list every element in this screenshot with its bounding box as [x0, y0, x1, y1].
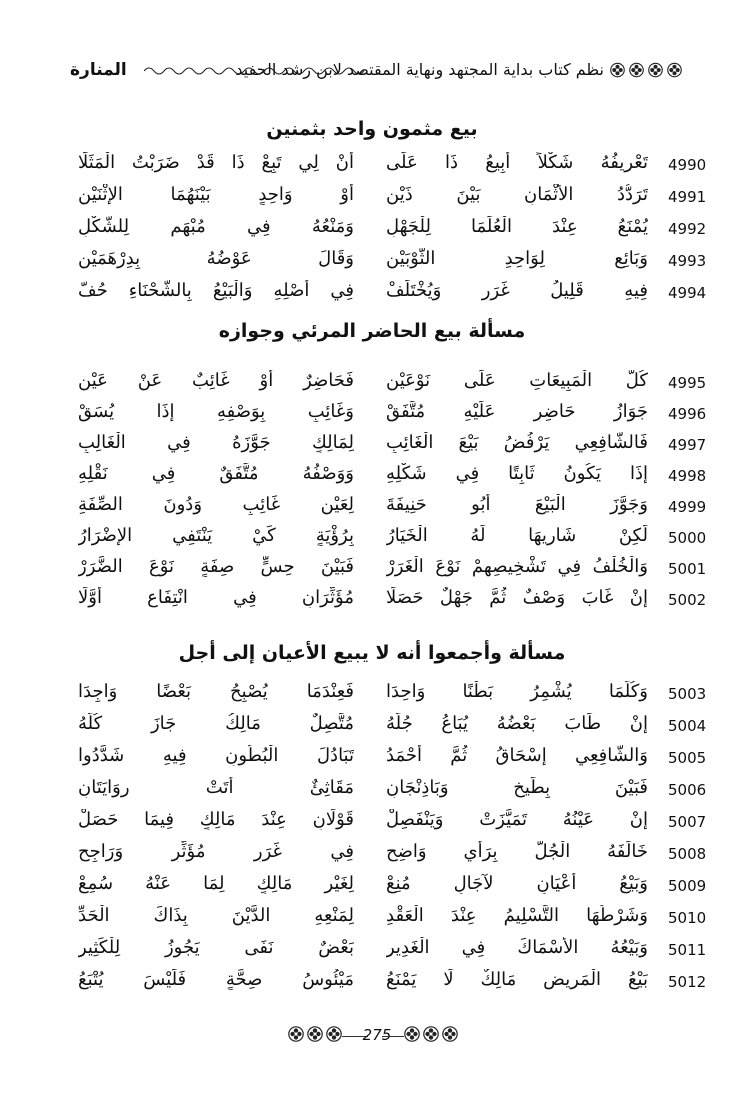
verse-number: 4993 [668, 252, 707, 270]
verse-second-hemistich: فِي غَرَرٍ مُؤَثِّرٍ وَرَاجِحِ [78, 841, 354, 862]
verse-row [0, 461, 744, 493]
verse-number: 5008 [668, 845, 707, 863]
page-header [70, 58, 682, 88]
verse-first-hemistich: خَالَفَهُ الْجُلُّ بِرَأْيٍ وَاضِحِ [386, 841, 648, 862]
page-footer [0, 1022, 744, 1052]
verse-second-hemistich: مُتَّصِلٌ مَالِكُ جَازَ كُلُّهُ [78, 713, 354, 734]
section-heading: بيع مثمون واحد بثمنين [266, 118, 478, 140]
verse-second-hemistich: وَمَنْعُهُ فِي مُبْهَمٍ لِلشَّكْلِ [78, 216, 354, 237]
verse-second-hemistich: لِمَالِكٍ جَوَّزَهُ فِي الْغَالِبِ [78, 432, 354, 453]
footer-rule-right [382, 1036, 404, 1037]
verse-number: 4992 [668, 220, 707, 238]
verse-number: 5005 [668, 749, 707, 767]
verse-first-hemistich: يُمْنَعُ عِنْدَ الْعُلَمَا لِلْجَهْلِ [386, 216, 648, 237]
verse-first-hemistich: وَالْخُلْفُ فِي تَشْخِيصِهِمْ نَوْعَ الْغَرَرْ [386, 556, 648, 577]
verse-first-hemistich: فَبَيْنَ بِطِّيخٍ وَبَاذِنْجَانِ [386, 777, 648, 798]
verse-row [0, 182, 744, 214]
verse-row [0, 679, 744, 711]
verse-first-hemistich: إِنْ غَابَ وَصْفٌ ثُمَّ جَهْلٌ حَصَلَا [386, 587, 648, 608]
verse-first-hemistich: فِيهِ قَلِيلُ غَرَرٍ وَيُخْتَلَفْ [386, 280, 648, 301]
verse-second-hemistich: وَوَصْفُهُ مُتَّفَقٌ فِي نَقْلِهِ [78, 463, 354, 484]
flower-ornament-icon [610, 62, 625, 78]
verse-row [0, 807, 744, 839]
verse-first-hemistich: فَالشَّافِعِي يَرْفُضُ بَيْعَ الْغَائِبِ [386, 432, 648, 453]
verse-second-hemistich: فِي أَصْلِهِ وَالْبَيْعُ بِالشَّحْنَاءِ حُفّ [78, 280, 354, 301]
verse-number: 4998 [668, 467, 707, 485]
verse-row [0, 743, 744, 775]
verse-second-hemistich: بَعْضٌ نَفَى يَجُوزُ لِلْكَثِيرِ [78, 937, 354, 958]
verse-number: 5009 [668, 877, 707, 895]
verse-row [0, 214, 744, 246]
verse-row [0, 150, 744, 182]
verse-first-hemistich: وَشَرْطُهَا التَّسْلِيمُ عِنْدَ الْعَقْدِ [386, 905, 648, 926]
flower-ornament-icon [648, 62, 663, 78]
verse-number: 5006 [668, 781, 707, 799]
verse-second-hemistich: لِمَنْعِهِ الدَّيْنَ بِذَاكَ الْحَدِّ [78, 905, 354, 926]
running-title-right: نظم كتاب بداية المجتهد ونهاية المقتصد لابن رشد الحفيد [235, 60, 604, 79]
verse-number: 4990 [668, 156, 707, 174]
verse-number: 4991 [668, 188, 707, 206]
flower-ornament-icon [423, 1026, 439, 1042]
verse-first-hemistich: إِذَا يَكُونُ ثَابِتًا فِي شَكْلِهِ [386, 463, 648, 484]
verse-first-hemistich: إِنْ طَابَ بَعْضُهُ يُبَاعُ جُلُّهُ [386, 713, 648, 734]
verse-number: 4996 [668, 405, 707, 423]
verse-number: 5010 [668, 909, 707, 927]
verse-row [0, 967, 744, 999]
verse-second-hemistich: لِعَيْنِ غَائِبٍ وَدُونَ الصِّفَةِ [78, 494, 354, 515]
verse-number: 4994 [668, 284, 707, 302]
verse-row [0, 935, 744, 967]
flower-ornament-icon [667, 62, 682, 78]
verse-number: 5000 [668, 529, 707, 547]
verse-row [0, 871, 744, 903]
footer-ornament-right [404, 1026, 458, 1042]
section-heading: مسألة بيع الحاضر المرئي وجوازه [218, 320, 526, 342]
verse-second-hemistich: وَغَائِبٍ بِوَصْفِهِ إِذَا يُسَقْ [78, 401, 354, 422]
verse-row [0, 903, 744, 935]
verse-number: 5007 [668, 813, 707, 831]
verse-row [0, 554, 744, 586]
flower-ornament-icon [326, 1026, 342, 1042]
header-ornament [610, 62, 682, 80]
verse-number: 5001 [668, 560, 707, 578]
verse-first-hemistich: وَبَيْعُهُ الأَسْمَاكَ فِي الْغَدِيرِ [386, 937, 648, 958]
running-title-left: المنارة [70, 60, 127, 80]
verse-second-hemistich: وَقَالَ عَوْضُهُ بِدِرْهَمَيْنِ [78, 248, 354, 269]
verse-row [0, 278, 744, 310]
verse-first-hemistich: جَوَازُ حَاضِرٍ عَلَيْهِ مُتَّفَقْ [386, 401, 648, 422]
verse-row [0, 839, 744, 871]
flower-ornament-icon [307, 1026, 323, 1042]
verse-row [0, 430, 744, 462]
page-number: 275 [362, 1026, 392, 1044]
verse-second-hemistich: مُؤَثِّرَانِ فِي انْتِفَاعٍ أَوَّلَا [78, 587, 354, 608]
verse-number: 5002 [668, 591, 707, 609]
verse-first-hemistich: تَعْرِيفُهُ شَكْلاً أَبِيعُ ذَا عَلَى [386, 152, 648, 173]
footer-ornament-left [288, 1026, 342, 1042]
verse-row [0, 246, 744, 278]
flower-ornament-icon [288, 1026, 304, 1042]
verse-second-hemistich: فَعِنْدَمَا يُصْبِحُ بَعْضًا وَاجِدَا [78, 681, 354, 702]
verse-row [0, 368, 744, 400]
section-heading: مسألة وأجمعوا أنه لا يبيع الأعيان إلى أجل [178, 642, 566, 664]
verse-second-hemistich: فَبَيْنَ حِسٍّ صِفَةٍ نَوْعَ الضَّرَرْ [78, 556, 354, 577]
verse-number: 4995 [668, 374, 707, 392]
verse-number: 5012 [668, 973, 707, 991]
verse-second-hemistich: قَوْلَانِ عِنْدَ مَالِكٍ فِيمَا حَصَلْ [78, 809, 354, 830]
verse-row [0, 399, 744, 431]
flower-ornament-icon [404, 1026, 420, 1042]
verse-row [0, 523, 744, 555]
verse-second-hemistich: تَبَادُلَ الْبُطُونِ فِيهِ شَدَّدُوا [78, 745, 354, 766]
verse-number: 5003 [668, 685, 707, 703]
verse-second-hemistich: أَنْ لِي تَبِعْ ذَا قَدْ ضَرَبْتُ الْمَثَلَا [78, 152, 354, 173]
verse-first-hemistich: إِنْ عَيْنُهُ تَمَيَّزَتْ وَيَنْفَصِلْ [386, 809, 648, 830]
verse-first-hemistich: وَبَيْعُ أَعْيَانٍ لآجَالٍ مُنِعْ [386, 873, 648, 894]
verse-second-hemistich: فَحَاضِرٌ أَوْ غَائِبٌ عَنْ عَيْنِ [78, 370, 354, 391]
verse-first-hemistich: وَبَائِعٍ لِوَاحِدِ الثَّوْبَيْنِ [386, 248, 648, 269]
verse-second-hemistich: لِغَيْرِ مَالِكٍ لِمَا عَنْهُ سُمِعْ [78, 873, 354, 894]
verse-second-hemistich: مَيْئُوسُ صِحَّةٍ فَلَيْسَ يُتْبَعُ [78, 969, 354, 990]
verse-second-hemistich: أَوْ وَاحِدٍ بَيْنَهُمَا الإِثْنَيْنِ [78, 184, 354, 205]
verse-first-hemistich: وَكُلَّمَا يُشْمِرُ بَطْنًا وَاحِدَا [386, 681, 648, 702]
verse-first-hemistich: لَكِنْ شَارِيهَا لَهُ الْخَيَارُ [386, 525, 648, 546]
verse-first-hemistich: تَرَدُّدُ الأَثْمَانِ بَيْنَ ذَيْنِ [386, 184, 648, 205]
verse-second-hemistich: بِرُؤْيَةٍ كَيْ يَنْتَفِي الإِضْرَارُ [78, 525, 354, 546]
verse-first-hemistich: وَالشَّافِعِي إِسْحَاقُ ثُمَّ أَحْمَدُ [386, 745, 648, 766]
verse-number: 5011 [668, 941, 707, 959]
verse-number: 5004 [668, 717, 707, 735]
verse-row [0, 711, 744, 743]
verse-row [0, 585, 744, 617]
flower-ornament-icon [442, 1026, 458, 1042]
verse-second-hemistich: مَقَاثِئٌ أَتَتْ رِوَايَتَانِ [78, 777, 354, 798]
verse-first-hemistich: كُلُّ الْمَبِيعَاتِ عَلَى نَوْعَيْنِ [386, 370, 648, 391]
verse-first-hemistich: بَيْعُ الْمَرِيضِ مَالِكٌ لَا يَمْنَعُ [386, 969, 648, 990]
verse-first-hemistich: وَجَوَّزَ الْبَيْعَ أَبُو حَنِيفَةَ [386, 494, 648, 515]
verse-number: 4999 [668, 498, 707, 516]
flower-ornament-icon [629, 62, 644, 78]
verse-number: 4997 [668, 436, 707, 454]
verse-row [0, 775, 744, 807]
verse-row [0, 492, 744, 524]
